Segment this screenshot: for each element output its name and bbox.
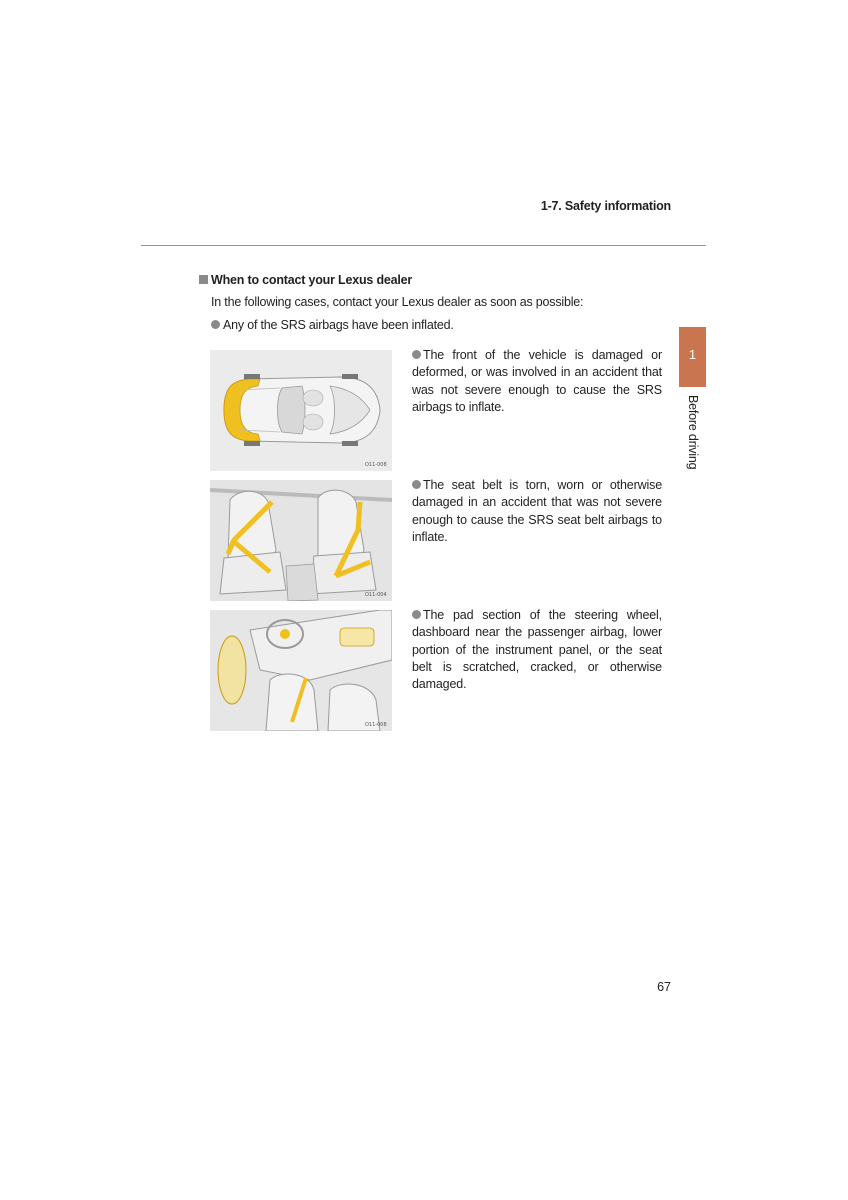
airbag-inflated-bullet	[211, 318, 454, 332]
item-front-damaged-text: The front of the vehicle is damaged or deformed, or was involved in an accident that was not severe enough to cause the SRS airbags to inflate.	[412, 348, 662, 414]
round-bullet-icon	[412, 350, 421, 359]
figure-code: O11-008	[365, 462, 387, 468]
header-divider	[141, 245, 706, 246]
item-seat-belt-damaged-text: The seat belt is torn, worn or otherwise damaged in an accident that was not severe enough to cause the SRS seat belt airbags to inflate.	[412, 478, 662, 544]
item-pad-damaged	[412, 607, 662, 693]
figure-car-top-view	[210, 350, 392, 471]
section-header-title: 1-7. Safety information	[540, 199, 671, 213]
round-bullet-icon	[412, 610, 421, 619]
item-front-damaged	[412, 347, 662, 416]
section-heading	[199, 273, 412, 287]
round-bullet-icon	[412, 480, 421, 489]
page-number: 67	[657, 980, 671, 994]
figure-code: O11-008	[365, 722, 387, 728]
item-pad-damaged-text: The pad section of the steering wheel, dashboard near the passenger airbag, lower portion of the instrument panel, or the seat belt is scratched, cracked, or otherwise damaged.	[412, 608, 662, 692]
figure-seat-belts	[210, 480, 392, 601]
figure-dashboard	[210, 610, 392, 731]
airbag-inflated-text: Any of the SRS airbags have been inflated.	[223, 318, 454, 332]
chapter-label: Before driving	[686, 395, 700, 470]
intro-paragraph: In the following cases, contact your Lexus dealer as soon as possible:	[211, 295, 584, 309]
figure-code: O11-004	[365, 592, 387, 598]
square-bullet-icon	[199, 275, 208, 284]
chapter-number-tab: 1	[679, 327, 706, 387]
section-heading-text: When to contact your Lexus dealer	[211, 273, 413, 287]
item-seat-belt-damaged	[412, 477, 662, 546]
round-bullet-icon	[211, 320, 220, 329]
